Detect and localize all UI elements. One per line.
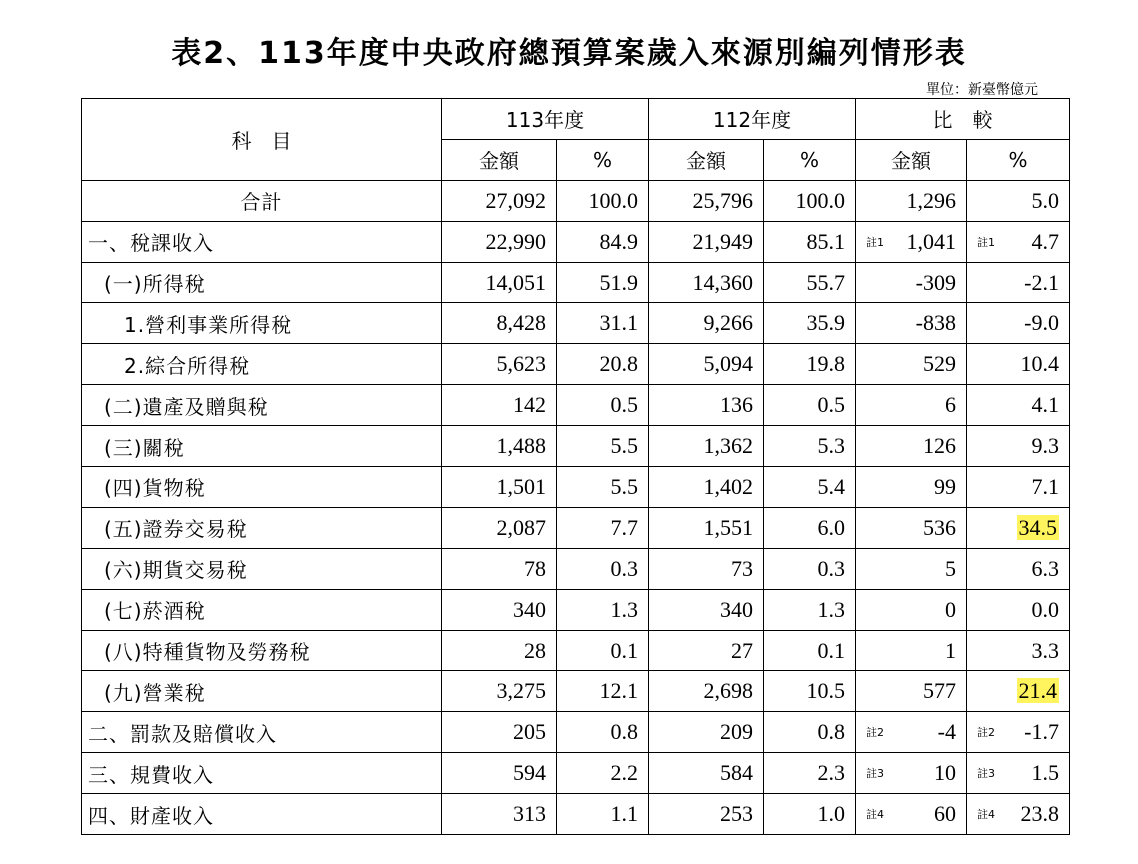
cell-a113 xyxy=(442,589,557,630)
footnote-marker: 註1 xyxy=(866,235,884,249)
cell-dpct xyxy=(967,671,1070,712)
cell-value: 6 xyxy=(945,392,956,418)
cell-value: 12.1 xyxy=(599,678,638,704)
cell-value: 21.4 xyxy=(1018,678,1057,704)
cell-value: 2,087 xyxy=(496,514,546,540)
cell-dpct xyxy=(967,385,1070,426)
cell-a112 xyxy=(649,753,764,794)
cell-a113 xyxy=(442,303,557,344)
cell-value: 6.0 xyxy=(817,514,845,540)
row-item: 三、規費收入 xyxy=(82,753,442,794)
cell-p112 xyxy=(764,467,856,508)
cell-value: 4.7 xyxy=(1031,228,1059,254)
cell-a112 xyxy=(649,467,764,508)
cell-value: 2.3 xyxy=(817,760,845,786)
row-item: 1.營利事業所得稅 xyxy=(82,303,442,344)
cell-p112 xyxy=(764,426,856,467)
cell-a112 xyxy=(649,671,764,712)
cell-value: 2.2 xyxy=(610,760,638,786)
table-row xyxy=(82,507,1070,548)
cell-diff xyxy=(856,794,967,835)
cell-p113 xyxy=(557,262,649,303)
cell-p113 xyxy=(557,507,649,548)
header-112: 112年度 xyxy=(649,99,856,140)
table-row xyxy=(82,385,1070,426)
row-item: 一、稅課收入 xyxy=(82,221,442,262)
cell-dpct xyxy=(967,630,1070,671)
cell-value: 55.7 xyxy=(806,269,845,295)
cell-p112 xyxy=(764,180,856,221)
cell-p112 xyxy=(764,385,856,426)
cell-value: 25,796 xyxy=(692,187,753,213)
cell-value: 35.9 xyxy=(806,310,845,336)
footnote-marker: 註4 xyxy=(977,808,995,822)
cell-p112 xyxy=(764,507,856,548)
cell-diff xyxy=(856,426,967,467)
cell-value: 5,094 xyxy=(703,351,753,377)
row-item: 2.綜合所得稅 xyxy=(82,344,442,385)
cell-p112 xyxy=(764,344,856,385)
cell-dpct xyxy=(967,548,1070,589)
cell-value: -4 xyxy=(937,719,956,745)
cell-value: 594 xyxy=(513,760,546,786)
cell-value: 313 xyxy=(513,801,546,827)
cell-diff xyxy=(856,548,967,589)
cell-value: 5.0 xyxy=(1031,187,1059,213)
cell-value: 0.1 xyxy=(610,637,638,663)
cell-value: 22,990 xyxy=(485,228,546,254)
cell-value: 205 xyxy=(513,719,546,745)
cell-dpct xyxy=(967,426,1070,467)
cell-value: 7.1 xyxy=(1031,473,1059,499)
cell-a113 xyxy=(442,548,557,589)
row-item: (二)遺產及贈與稅 xyxy=(82,385,442,426)
cell-p112 xyxy=(764,794,856,835)
cell-p112 xyxy=(764,303,856,344)
cell-a112 xyxy=(649,303,764,344)
row-item: (六)期貨交易稅 xyxy=(82,548,442,589)
row-item: (五)證券交易稅 xyxy=(82,507,442,548)
cell-p112 xyxy=(764,712,856,753)
cell-dpct xyxy=(967,221,1070,262)
cell-value: 3.3 xyxy=(1031,637,1059,663)
cell-a112 xyxy=(649,344,764,385)
cell-value: 0.0 xyxy=(1031,596,1059,622)
header-pct-112: % xyxy=(764,139,856,180)
table-row xyxy=(82,630,1070,671)
cell-value: 529 xyxy=(923,351,956,377)
row-item: (三)關稅 xyxy=(82,426,442,467)
cell-value: 9,266 xyxy=(703,310,753,336)
cell-p112 xyxy=(764,753,856,794)
cell-p113 xyxy=(557,712,649,753)
cell-value: 1,551 xyxy=(703,514,753,540)
cell-p113 xyxy=(557,589,649,630)
cell-a112 xyxy=(649,548,764,589)
cell-value: 0.5 xyxy=(610,392,638,418)
cell-p113 xyxy=(557,467,649,508)
header-amount-diff: 金額 xyxy=(856,139,967,180)
cell-a113 xyxy=(442,467,557,508)
table-row xyxy=(82,589,1070,630)
table-row xyxy=(82,712,1070,753)
cell-dpct xyxy=(967,344,1070,385)
cell-a113 xyxy=(442,385,557,426)
header-row-1 xyxy=(82,99,1070,140)
cell-value: -2.1 xyxy=(1024,269,1059,295)
cell-value: 19.8 xyxy=(806,351,845,377)
cell-value: 51.9 xyxy=(599,269,638,295)
cell-diff xyxy=(856,589,967,630)
cell-value: 1 xyxy=(945,637,956,663)
table-row xyxy=(82,794,1070,835)
cell-a112 xyxy=(649,630,764,671)
header-amount-112: 金額 xyxy=(649,139,764,180)
row-item: 四、財產收入 xyxy=(82,794,442,835)
cell-dpct xyxy=(967,303,1070,344)
cell-value: 10.4 xyxy=(1020,351,1059,377)
cell-value: 9.3 xyxy=(1031,433,1059,459)
cell-a113 xyxy=(442,794,557,835)
cell-value: 126 xyxy=(923,433,956,459)
cell-value: -9.0 xyxy=(1024,310,1059,336)
cell-value: 8,428 xyxy=(496,310,546,336)
footnote-marker: 註3 xyxy=(977,767,995,781)
cell-a112 xyxy=(649,180,764,221)
cell-value: 60 xyxy=(934,801,956,827)
table-row xyxy=(82,548,1070,589)
cell-diff xyxy=(856,507,967,548)
cell-value: 10 xyxy=(934,760,956,786)
cell-p112 xyxy=(764,671,856,712)
cell-p113 xyxy=(557,344,649,385)
page-title: 表2、113年度中央政府總預算案歲入來源別編列情形表 xyxy=(171,36,967,71)
cell-value: 27,092 xyxy=(485,187,546,213)
cell-value: 5.3 xyxy=(817,433,845,459)
cell-diff xyxy=(856,180,967,221)
cell-value: 0.3 xyxy=(817,555,845,581)
cell-value: 136 xyxy=(720,392,753,418)
cell-value: 6.3 xyxy=(1031,555,1059,581)
header-subject: 科 目 xyxy=(82,99,442,181)
cell-dpct xyxy=(967,712,1070,753)
cell-a113 xyxy=(442,712,557,753)
cell-value: 0.1 xyxy=(817,637,845,663)
footnote-marker: 註2 xyxy=(977,726,995,740)
row-item: (九)營業稅 xyxy=(82,671,442,712)
row-item: 二、罰款及賠償收入 xyxy=(82,712,442,753)
cell-value: 85.1 xyxy=(806,228,845,254)
cell-value: 1,501 xyxy=(496,473,546,499)
cell-p112 xyxy=(764,548,856,589)
cell-a113 xyxy=(442,221,557,262)
cell-dpct xyxy=(967,589,1070,630)
cell-value: 5.5 xyxy=(610,433,638,459)
cell-value: 1.5 xyxy=(1031,760,1059,786)
header-113: 113年度 xyxy=(442,99,649,140)
cell-value: 5 xyxy=(945,555,956,581)
cell-a113 xyxy=(442,426,557,467)
cell-a113 xyxy=(442,262,557,303)
cell-p113 xyxy=(557,548,649,589)
cell-dpct xyxy=(967,753,1070,794)
cell-diff xyxy=(856,712,967,753)
cell-value: 73 xyxy=(731,555,753,581)
footnote-marker: 註3 xyxy=(866,767,884,781)
cell-diff xyxy=(856,262,967,303)
cell-a112 xyxy=(649,794,764,835)
cell-value: 0.8 xyxy=(817,719,845,745)
cell-dpct xyxy=(967,794,1070,835)
table-row xyxy=(82,221,1070,262)
footnote-marker: 註2 xyxy=(866,726,884,740)
cell-value: 1,041 xyxy=(906,228,956,254)
cell-value: 0 xyxy=(945,596,956,622)
row-item: (一)所得稅 xyxy=(82,262,442,303)
cell-value: 5,623 xyxy=(496,351,546,377)
table-row xyxy=(82,753,1070,794)
header-compare: 比 較 xyxy=(856,99,1070,140)
cell-diff xyxy=(856,385,967,426)
cell-value: 1.0 xyxy=(817,801,845,827)
table-row xyxy=(82,262,1070,303)
cell-value: 99 xyxy=(934,473,956,499)
cell-a113 xyxy=(442,630,557,671)
cell-diff xyxy=(856,753,967,794)
cell-dpct xyxy=(967,507,1070,548)
cell-a113 xyxy=(442,344,557,385)
row-item: (七)菸酒稅 xyxy=(82,589,442,630)
cell-value: 1,362 xyxy=(703,433,753,459)
table-row xyxy=(82,426,1070,467)
header-pct-diff: % xyxy=(967,139,1070,180)
cell-value: 4.1 xyxy=(1031,392,1059,418)
cell-value: -309 xyxy=(915,269,956,295)
cell-a113 xyxy=(442,753,557,794)
cell-value: 577 xyxy=(923,678,956,704)
cell-a112 xyxy=(649,712,764,753)
cell-value: 1.3 xyxy=(610,596,638,622)
table-row xyxy=(82,180,1070,221)
cell-p112 xyxy=(764,589,856,630)
cell-value: 31.1 xyxy=(599,310,638,336)
cell-diff xyxy=(856,344,967,385)
cell-diff xyxy=(856,671,967,712)
cell-value: 20.8 xyxy=(599,351,638,377)
footnote-marker: 註1 xyxy=(977,235,995,249)
table-row xyxy=(82,344,1070,385)
row-item: (八)特種貨物及勞務稅 xyxy=(82,630,442,671)
cell-diff xyxy=(856,221,967,262)
cell-value: 2,698 xyxy=(703,678,753,704)
cell-value: 0.8 xyxy=(610,719,638,745)
cell-p113 xyxy=(557,671,649,712)
cell-value: 1,488 xyxy=(496,433,546,459)
cell-value: 584 xyxy=(720,760,753,786)
row-item: 合計 xyxy=(82,180,442,221)
cell-p113 xyxy=(557,630,649,671)
cell-a113 xyxy=(442,671,557,712)
cell-value: 340 xyxy=(513,596,546,622)
cell-p113 xyxy=(557,303,649,344)
cell-p112 xyxy=(764,630,856,671)
cell-value: 1,402 xyxy=(703,473,753,499)
cell-value: 0.5 xyxy=(817,392,845,418)
cell-a113 xyxy=(442,180,557,221)
cell-value: 340 xyxy=(720,596,753,622)
cell-p112 xyxy=(764,262,856,303)
cell-dpct xyxy=(967,262,1070,303)
cell-p112 xyxy=(764,221,856,262)
cell-p113 xyxy=(557,180,649,221)
cell-value: 3,275 xyxy=(496,678,546,704)
row-item: (四)貨物稅 xyxy=(82,467,442,508)
cell-a112 xyxy=(649,385,764,426)
cell-a112 xyxy=(649,507,764,548)
cell-diff xyxy=(856,303,967,344)
cell-p113 xyxy=(557,426,649,467)
revenue-table xyxy=(81,98,1070,835)
header-amount-113: 金額 xyxy=(442,139,557,180)
cell-value: 253 xyxy=(720,801,753,827)
cell-a112 xyxy=(649,426,764,467)
cell-value: 7.7 xyxy=(610,514,638,540)
cell-p113 xyxy=(557,794,649,835)
cell-value: 0.3 xyxy=(610,555,638,581)
cell-dpct xyxy=(967,180,1070,221)
cell-value: 84.9 xyxy=(599,228,638,254)
cell-value: 21,949 xyxy=(692,228,753,254)
cell-a112 xyxy=(649,262,764,303)
cell-diff xyxy=(856,630,967,671)
cell-value: 209 xyxy=(720,719,753,745)
cell-value: 142 xyxy=(513,392,546,418)
cell-diff xyxy=(856,467,967,508)
cell-value: 5.5 xyxy=(610,473,638,499)
cell-value: 1.1 xyxy=(610,801,638,827)
cell-value: 100.0 xyxy=(795,187,845,213)
table-row xyxy=(82,467,1070,508)
table-body xyxy=(82,180,1070,834)
cell-dpct xyxy=(967,467,1070,508)
unit-label: 單位：新臺幣億元 xyxy=(926,82,1038,98)
cell-value: 1.3 xyxy=(817,596,845,622)
table-row xyxy=(82,671,1070,712)
footnote-marker: 註4 xyxy=(866,808,884,822)
cell-a112 xyxy=(649,589,764,630)
cell-p113 xyxy=(557,221,649,262)
cell-value: -1.7 xyxy=(1024,719,1059,745)
cell-a112 xyxy=(649,221,764,262)
cell-value: 34.5 xyxy=(1018,514,1057,540)
header-pct-113: % xyxy=(557,139,649,180)
cell-a113 xyxy=(442,507,557,548)
cell-p113 xyxy=(557,753,649,794)
cell-value: 14,051 xyxy=(485,269,546,295)
cell-value: -838 xyxy=(915,310,956,336)
table-row xyxy=(82,303,1070,344)
cell-p113 xyxy=(557,385,649,426)
cell-value: 5.4 xyxy=(817,473,845,499)
cell-value: 536 xyxy=(923,514,956,540)
cell-value: 1,296 xyxy=(906,187,956,213)
cell-value: 100.0 xyxy=(588,187,638,213)
cell-value: 14,360 xyxy=(692,269,753,295)
cell-value: 27 xyxy=(731,637,753,663)
cell-value: 23.8 xyxy=(1020,801,1059,827)
cell-value: 28 xyxy=(524,637,546,663)
cell-value: 78 xyxy=(524,555,546,581)
cell-value: 10.5 xyxy=(806,678,845,704)
